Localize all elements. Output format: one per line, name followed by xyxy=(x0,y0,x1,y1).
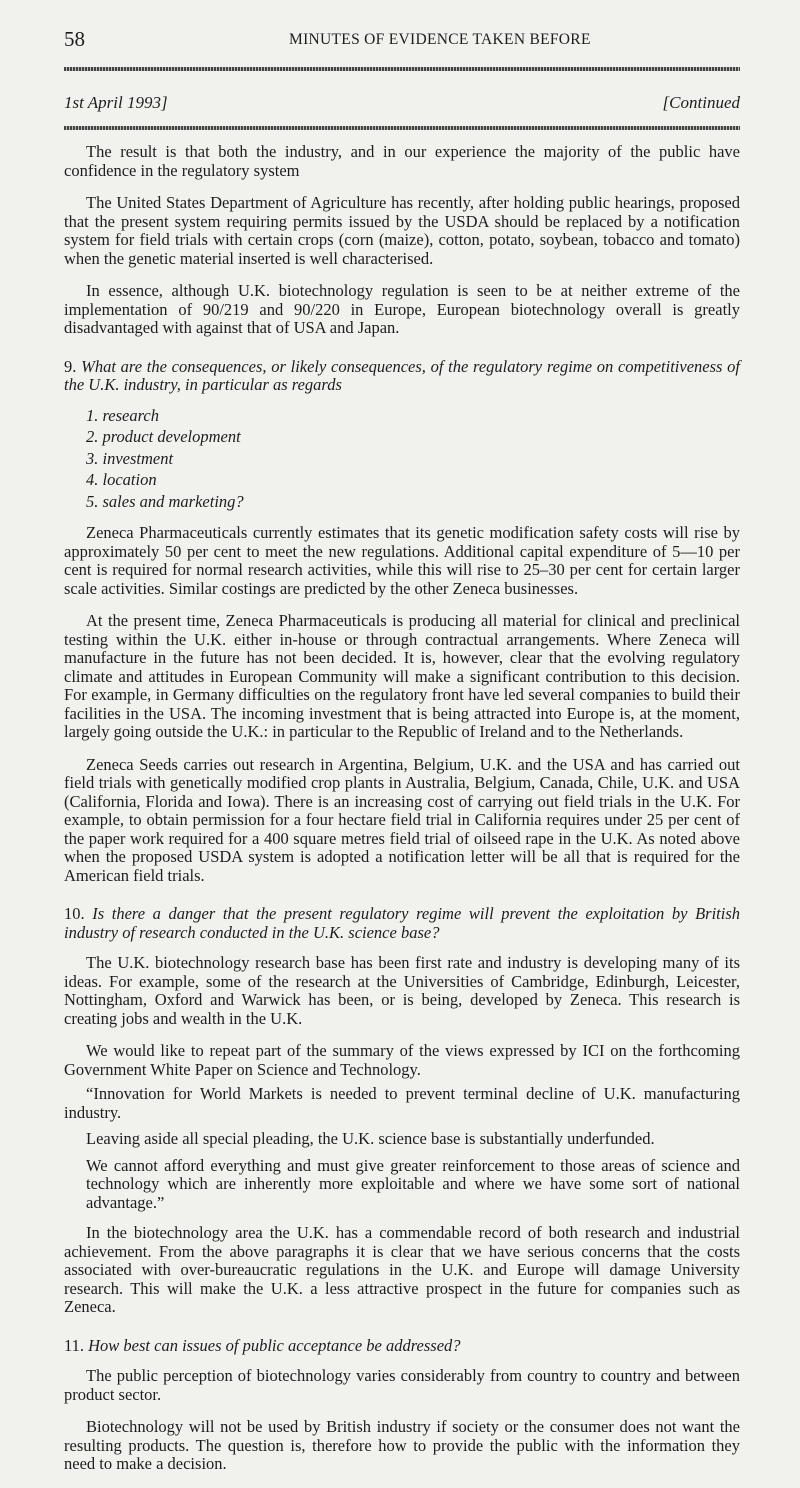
paragraph: The public perception of biotechnology varies considerably from country to country and between product sector. xyxy=(64,1366,740,1404)
paragraph: In essence, although U.K. biotechnology regulation is seen to be at neither extreme of the implementation of 90/219 and 90/220 in Europe, European biotechnology overall is greatly disadvantaged with against that of USA and Japan. xyxy=(64,281,740,337)
paragraph: In the biotechnology area the U.K. has a commendable record of both research and industrial achievement. From the above paragraphs it is clear that we have serious concerns that the costs associated with over-bureaucratic regulations in the U.K. and Europe will damage University research. This will make the U.K. a less attractive prospect in the future for companies such as Zeneca. xyxy=(64,1223,740,1316)
list-item: 4. location xyxy=(86,470,157,489)
question-11 xyxy=(64,1337,740,1356)
divider-bottom xyxy=(64,126,740,130)
list-item: 1. research xyxy=(86,405,160,425)
document-body xyxy=(64,143,740,1488)
paragraph: Zeneca Seeds carries out research in Argentina, Belgium, U.K. and the USA and has carried out field trials with genetically modified crop plants in Australia, Belgium, Canada, Chile, U.K. and USA (California, Florida and Iowa). There is an increasing cost of carrying out field trials in the U.K. For example, to obtain permission for a four hectare field trial in California requires under 25 per cent of the paper work required for a 400 square metres field trial of oilseed rape in the U.K. As noted above when the proposed USDA system is adopted a notification letter will be all that is required for the American field trials. xyxy=(64,754,740,885)
quote-line: “Innovation for World Markets is needed to prevent terminal decline of U.K. manufacturing industry. xyxy=(64,1084,740,1122)
quote-line: We cannot afford everything and must give greater reinforcement to those areas of science and technology which are inherently more exploitable and where we have some sort of national advantage.” xyxy=(86,1155,740,1212)
dateline xyxy=(64,93,740,113)
question-number: 11. xyxy=(64,1335,85,1355)
quote-line: Leaving aside all special pleading, the U.K. science base is substantially underfunded. xyxy=(86,1129,655,1148)
question-9 xyxy=(64,358,740,395)
paragraph: The United States Department of Agriculture has recently, after holding public hearings, proposed that the present system requiring permits issued by the USDA should be replaced by a notification system for field trials with certain crops (corn (maize), cotton, potato, soybean, tobacco and tomato) when the genetic material inserted is well characterised. xyxy=(64,193,740,268)
question-number: 10. xyxy=(64,904,85,923)
list-item: 3. investment xyxy=(86,448,174,468)
paragraph: Zeneca Pharmaceuticals currently estimates that its genetic modification safety costs will rise by approximately 50 per cent to meet the new regulations. Additional capital expenditure of 5—10 per cent is required for normal research activities, while this will rise to 25–30 per cent for certain larger scale activities. Similar costings are predicted by the other Zeneca businesses. xyxy=(64,523,740,598)
question-number: 9. xyxy=(64,356,77,376)
divider-top xyxy=(64,67,740,71)
paragraph: The result is that both the industry, and in our experience the majority of the public have confidence in the regulatory system xyxy=(64,142,740,180)
question-text: How best can issues of public acceptance be addressed? xyxy=(88,1335,461,1355)
question-text: Is there a danger that the present regulatory regime will prevent the exploitation by British industry of research conducted in the U.K. science base? xyxy=(64,904,740,942)
paragraph: We would like to repeat part of the summary of the views expressed by ICI on the forthcoming Government White Paper on Science and Technology. xyxy=(64,1041,740,1079)
page-number: 58 xyxy=(64,27,85,51)
paragraph: At the present time, Zeneca Pharmaceuticals is producing all material for clinical and preclinical testing within the U.K. either in-house or through contractual arrangements. Where Zeneca will manufacture in the future has not been decided. It is, however, clear that the evolving regulatory climate and attitudes in European Community will make a significant contribution to this decision. For example, in Germany difficulties on the regulatory front have led several companies to build their facilities in the USA. The incoming investment that is being attracted into Europe is, at the moment, largely going outside the U.K.: in particular to the Republic of Ireland and to the Netherlands. xyxy=(64,611,740,741)
question-9-list xyxy=(64,407,740,512)
running-head xyxy=(64,28,740,50)
list-item: 5. sales and marketing? xyxy=(86,491,244,511)
page-title: MINUTES OF EVIDENCE TAKEN BEFORE xyxy=(289,31,591,48)
question-text: What are the consequences, or likely consequences, of the regulatory regime on competitiveness of the U.K. industry, in particular as regards xyxy=(64,356,740,394)
date-label: 1st April 1993] xyxy=(64,93,168,112)
list-item: 2. product development xyxy=(86,427,241,446)
continued-label: [Continued xyxy=(662,93,740,112)
paragraph: The U.K. biotechnology research base has been first rate and industry is developing many of its ideas. For example, some of the research at the Universities of Cambridge, Edinburgh, Leicester, Nottingham, Oxford and Warwick has been, or is being, developed by Zeneca. This research is creating jobs and wealth in the U.K. xyxy=(64,953,740,1028)
question-10 xyxy=(64,905,740,942)
paragraph: Biotechnology will not be used by British industry if society or the consumer does not want the resulting products. The question is, therefore how to provide the public with the information they need to make a decision. xyxy=(64,1417,740,1473)
